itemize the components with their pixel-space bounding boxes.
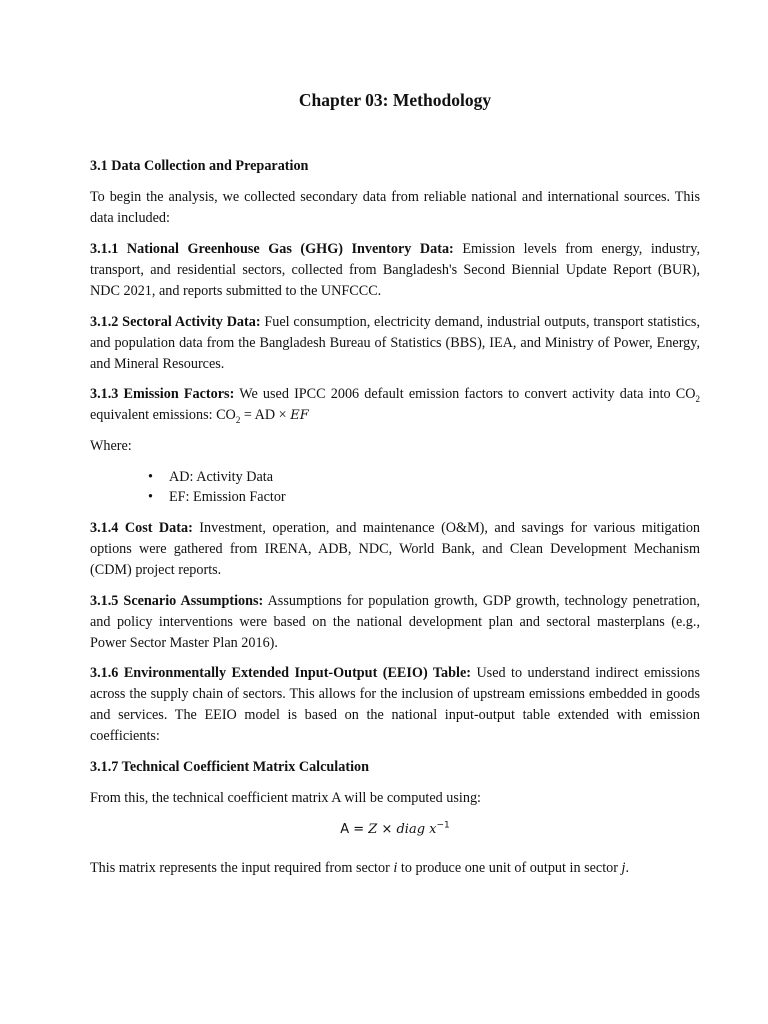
section-heading-3-1: 3.1 Data Collection and Preparation	[90, 158, 309, 174]
formula-exponent: −1	[436, 820, 450, 831]
label-3-1-2: 3.1.2 Sectoral Activity Data:	[90, 314, 261, 330]
formula-times: ×	[377, 822, 397, 837]
equation-ad: = AD ×	[240, 407, 291, 423]
section-heading-3-1-7: 3.1.7 Technical Coefficient Matrix Calculation	[90, 759, 369, 775]
closing-text-2: to produce one unit of output in sector	[397, 860, 622, 876]
label-3-1-3: 3.1.3 Emission Factors:	[90, 386, 235, 402]
closing-var-i: i	[393, 860, 398, 876]
coefficient-formula	[90, 819, 700, 840]
closing-var-j: j	[621, 860, 626, 876]
closing-text-1: This matrix represents the input required from sector	[90, 860, 394, 876]
paragraph-3-1-5	[90, 591, 700, 654]
formula-diag: diag x	[396, 822, 437, 837]
paragraph-3-1-6	[90, 663, 700, 747]
list-item: • AD: Activity Data	[145, 467, 286, 487]
paragraph-3-1-1	[90, 239, 700, 302]
from-this-paragraph: From this, the technical coefficient matrix A will be computed using:	[90, 790, 481, 806]
text-3-1-1: Emission levels from energy, industry, transport, and residential sectors, collected from Bangladesh's Second Biennial Update Report (BUR), NDC 2021, and reports submitted to the UNFCCC.	[90, 241, 700, 299]
co2-subscript-2: 2	[235, 414, 241, 425]
formula-z: Z	[368, 822, 378, 837]
equation-ef: EF	[290, 408, 309, 423]
paragraph-3-1-3	[90, 384, 700, 426]
text-3-1-3-b: equivalent emissions: CO	[90, 407, 236, 423]
text-3-1-2: Fuel consumption, electricity demand, industrial outputs, transport statistics, and population data from the Bangladesh Bureau of Statistics (BBS), IEA, and Ministry of Power, Energy, and Mineral Resources.	[90, 314, 700, 372]
chapter-title: Chapter 03: Methodology	[298, 90, 492, 110]
text-3-1-6: Used to understand indirect emissions across the supply chain of sectors. This allows for the inclusion of upstream emissions embedded in goods and services. The EEIO model is based on the national input-output table extended with emission coefficients:	[90, 665, 700, 744]
text-3-1-3: We used IPCC 2006 default emission factors to convert activity data into CO	[239, 386, 696, 402]
formula-lhs: A =	[340, 822, 369, 837]
label-3-1-1: 3.1.1 National Greenhouse Gas (GHG) Inventory Data:	[90, 241, 454, 257]
label-3-1-4: 3.1.4 Cost Data:	[90, 520, 193, 536]
label-3-1-6: 3.1.6 Environmentally Extended Input-Output (EEIO) Table:	[90, 665, 471, 681]
intro-paragraph: To begin the analysis, we collected secondary data from reliable national and international sources. This data included:	[90, 189, 700, 226]
label-3-1-5: 3.1.5 Scenario Assumptions:	[90, 593, 264, 609]
list-item: • EF: Emission Factor	[145, 487, 286, 507]
text-3-1-4: Investment, operation, and maintenance (O&M), and savings for various mitigation options were gathered from IRENA, ADB, NDC, World Bank, and Clean Development Mechanism (CDM) project reports.	[90, 520, 701, 578]
co2-subscript-1: 2	[695, 393, 700, 404]
where-label: Where:	[90, 438, 132, 454]
text-3-1-5: Assumptions for population growth, GDP growth, technology penetration, and policy interventions were based on the national development plan and sectoral masterplans (e.g., Power Sector Master Plan 2016).	[90, 593, 700, 651]
closing-text-3: .	[625, 860, 630, 876]
closing-paragraph	[90, 858, 700, 879]
paragraph-3-1-2	[90, 312, 700, 375]
definitions-list	[145, 467, 286, 507]
paragraph-3-1-4	[90, 518, 700, 581]
